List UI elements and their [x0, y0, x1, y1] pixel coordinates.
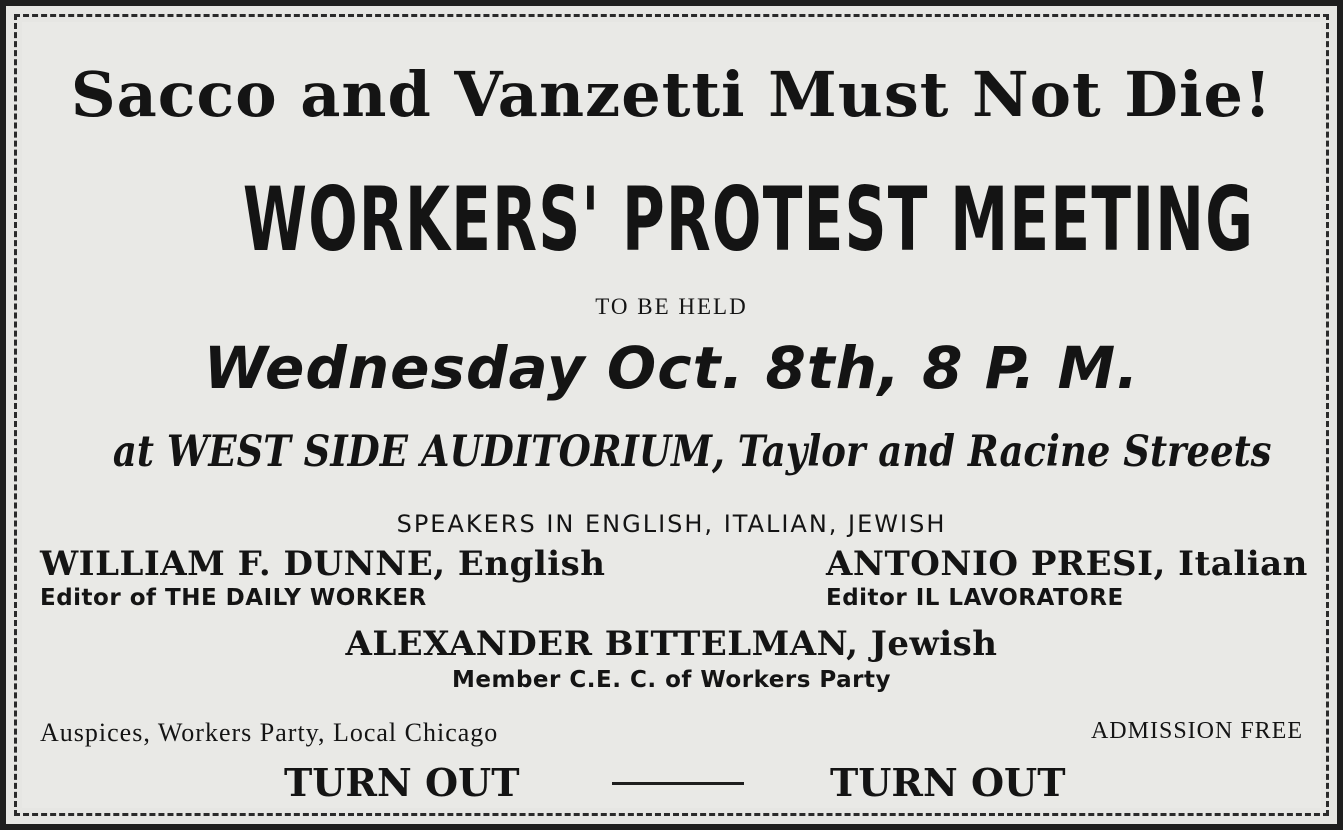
auspices-note: Auspices, Workers Party, Local Chicago — [40, 718, 499, 747]
divider-rule — [612, 782, 744, 785]
speaker-1-name: WILLIAM F. DUNNE, English — [40, 544, 606, 584]
headline: Sacco and Vanzetti Must Not Die! — [70, 58, 1273, 131]
speaker-2-role: Editor IL LAVORATORE — [826, 585, 1124, 611]
speaker-3-role: Member C.E. C. of Workers Party — [452, 667, 891, 693]
event-datetime: Wednesday Oct. 8th, 8 P. M. — [203, 334, 1140, 402]
admission-note: ADMISSION FREE — [1090, 718, 1303, 744]
turnout-right: TURN OUT — [830, 760, 1066, 805]
event-location: at WEST SIDE AUDITORIUM, Taylor and Racine Streets — [112, 427, 1272, 477]
event-title: WORKERS' PROTEST MEETING — [242, 168, 1255, 271]
poster-body — [22, 22, 1321, 808]
speaker-3-name: ALEXANDER BITTELMAN, Jewish — [345, 624, 998, 664]
to-be-held-label: TO BE HELD — [595, 294, 748, 319]
speaker-2-name: ANTONIO PRESI, Italian — [826, 544, 1308, 584]
turnout-left: TURN OUT — [284, 760, 520, 805]
speakers-heading: SPEAKERS IN ENGLISH, ITALIAN, JEWISH — [396, 510, 947, 538]
speaker-1-role: Editor of THE DAILY WORKER — [40, 585, 427, 611]
